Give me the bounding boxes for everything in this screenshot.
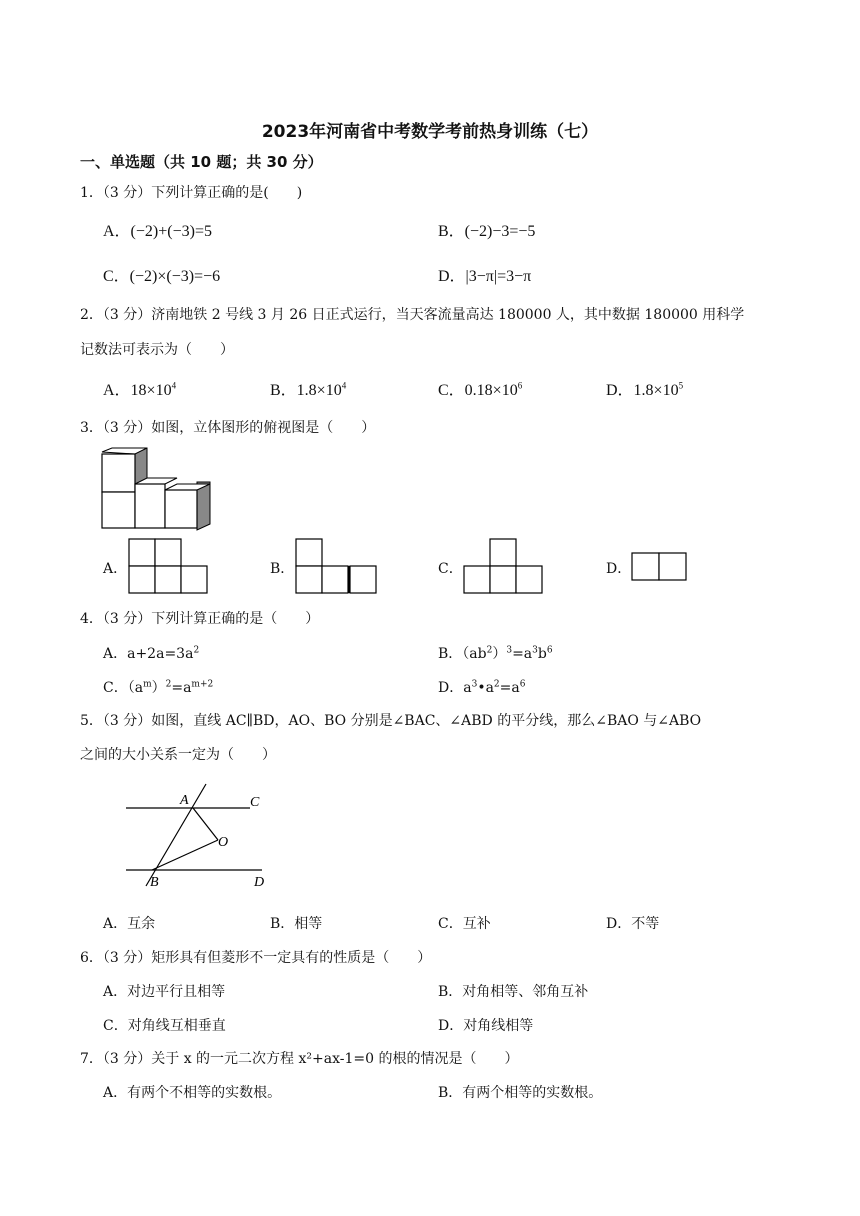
option-a-text: A．$a+2a=3a^2$ — [103, 645, 200, 662]
figure-label-o: O — [218, 835, 229, 850]
exponent: 4 — [171, 380, 177, 391]
option-d-text: D．不等 — [606, 916, 660, 932]
question-6-option-c[interactable] — [103, 1015, 226, 1035]
option-d-letter: D． — [606, 561, 632, 577]
option-a-text: A．(−2)+(−3)=5 — [103, 223, 212, 240]
question-5-option-d[interactable] — [606, 913, 659, 933]
exponent: 5 — [678, 380, 684, 391]
section-heading: 一、单选题（共 10 题；共 30 分） — [80, 153, 323, 171]
question-5-option-c[interactable] — [438, 913, 491, 933]
figure-label-c: C — [250, 795, 260, 810]
question-5-stem-line-2: 之间的大小关系一定为（ ） — [80, 747, 276, 763]
question-2-stem-line-2: 记数法可表示为（ ） — [80, 342, 234, 358]
question-7-option-b[interactable] — [438, 1082, 602, 1102]
option-b-text: B．(−2)−3=−5 — [438, 223, 536, 240]
option-b-letter: B． — [270, 561, 295, 577]
question-6-option-b[interactable] — [438, 981, 588, 1001]
question-4-option-c[interactable] — [103, 677, 213, 697]
question-3-option-b[interactable] — [270, 538, 380, 598]
question-4-option-d[interactable] — [438, 677, 525, 697]
option-b-text: B．$1.8\times 10^4$ — [270, 380, 347, 399]
figure-label-a: A — [180, 793, 189, 808]
option-a-text: A．$18\times 10^4$ — [103, 380, 177, 399]
exponent: 6 — [517, 380, 523, 391]
question-3-option-c[interactable] — [438, 538, 548, 598]
question-2-option-a[interactable] — [103, 377, 176, 400]
question-1-stem: 1．（3 分）下列计算正确的是( ) — [80, 185, 303, 201]
figure-label-d: D — [254, 875, 265, 890]
question-6-option-a[interactable] — [103, 981, 225, 1001]
option-c-text: C．$(a^m)^2=a^{m+2}$ — [103, 679, 214, 696]
question-4-option-b[interactable] — [438, 643, 553, 663]
question-2-option-d[interactable] — [606, 377, 683, 400]
option-d-text: D．|3−π|=3−π — [438, 268, 532, 285]
question-2-option-b[interactable] — [270, 377, 346, 400]
question-1-option-d[interactable] — [438, 263, 531, 286]
option-c-text: C．对角线互相垂直 — [103, 1018, 226, 1034]
top-view-d-icon — [631, 552, 691, 582]
question-7-stem: 7．（3 分）关于 x 的一元二次方程 x²+ax-1=0 的根的情况是（ ） — [80, 1051, 519, 1067]
option-c-text: C．(−2)×(−3)=−6 — [103, 268, 221, 285]
option-c-text: C．互补 — [438, 916, 491, 932]
top-view-b-icon — [295, 538, 377, 596]
option-a-text: A．有两个不相等的实数根。 — [103, 1085, 282, 1101]
question-3-option-a[interactable] — [103, 538, 213, 598]
top-view-a-icon — [128, 538, 208, 596]
question-3-stem: 3．（3 分）如图，立体图形的俯视图是（ ） — [80, 420, 376, 436]
cube-figure — [100, 448, 220, 530]
option-b-text: B．相等 — [270, 916, 323, 932]
question-5-stem-line-1: 5．（3 分）如图，直线 AC∥BD，AO、BO 分别是∠BAC、∠ABD 的平分线，那么∠BAO 与∠ABO — [80, 713, 702, 729]
figure-label-b: B — [150, 875, 159, 890]
question-1-option-a[interactable] — [103, 218, 212, 241]
option-b-text: B．对角相等、邻角互补 — [438, 984, 589, 1000]
question-4-stem: 4．（3 分）下列计算正确的是（ ） — [80, 611, 320, 627]
question-3-option-d[interactable] — [606, 538, 716, 598]
top-view-c-icon — [463, 538, 545, 596]
option-d-text: D．$a^3•a^2=a^6$ — [438, 679, 526, 696]
option-d-text: D．对角线相等 — [438, 1018, 534, 1034]
option-a-letter: A． — [103, 561, 128, 577]
question-5-option-a[interactable] — [103, 913, 155, 933]
question-2-stem-line-1: 2．（3 分）济南地铁 2 号线 3 月 26 日正式运行，当天客流量高达 180000 人，其中数据 180000 用科学 — [80, 307, 745, 323]
question-6-stem: 6．（3 分）矩形具有但菱形不一定具有的性质是（ ） — [80, 950, 432, 966]
question-7-option-a[interactable] — [103, 1082, 281, 1102]
option-a-text: A．对边平行且相等 — [103, 984, 226, 1000]
option-b-text: B．$(ab^2)^3=a^3b^6$ — [438, 645, 553, 662]
question-4-option-a[interactable] — [103, 643, 199, 663]
question-6-option-d[interactable] — [438, 1015, 533, 1035]
question-1-option-b[interactable] — [438, 218, 535, 241]
parallel-lines-figure — [122, 782, 282, 892]
option-d-text: D．$1.8\times 10^5$ — [606, 380, 684, 399]
question-2-option-c[interactable] — [438, 377, 522, 400]
question-5-option-b[interactable] — [270, 913, 322, 933]
option-c-text: C．$0.18\times 10^6$ — [438, 380, 523, 399]
option-a-text: A．互余 — [103, 916, 156, 932]
page-title: 2023年河南省中考数学考前热身训练（七） — [261, 122, 599, 142]
question-1-option-c[interactable] — [103, 263, 220, 286]
option-b-text: B．有两个相等的实数根。 — [438, 1085, 603, 1101]
option-c-letter: C． — [438, 561, 463, 577]
exponent: 4 — [341, 380, 347, 391]
